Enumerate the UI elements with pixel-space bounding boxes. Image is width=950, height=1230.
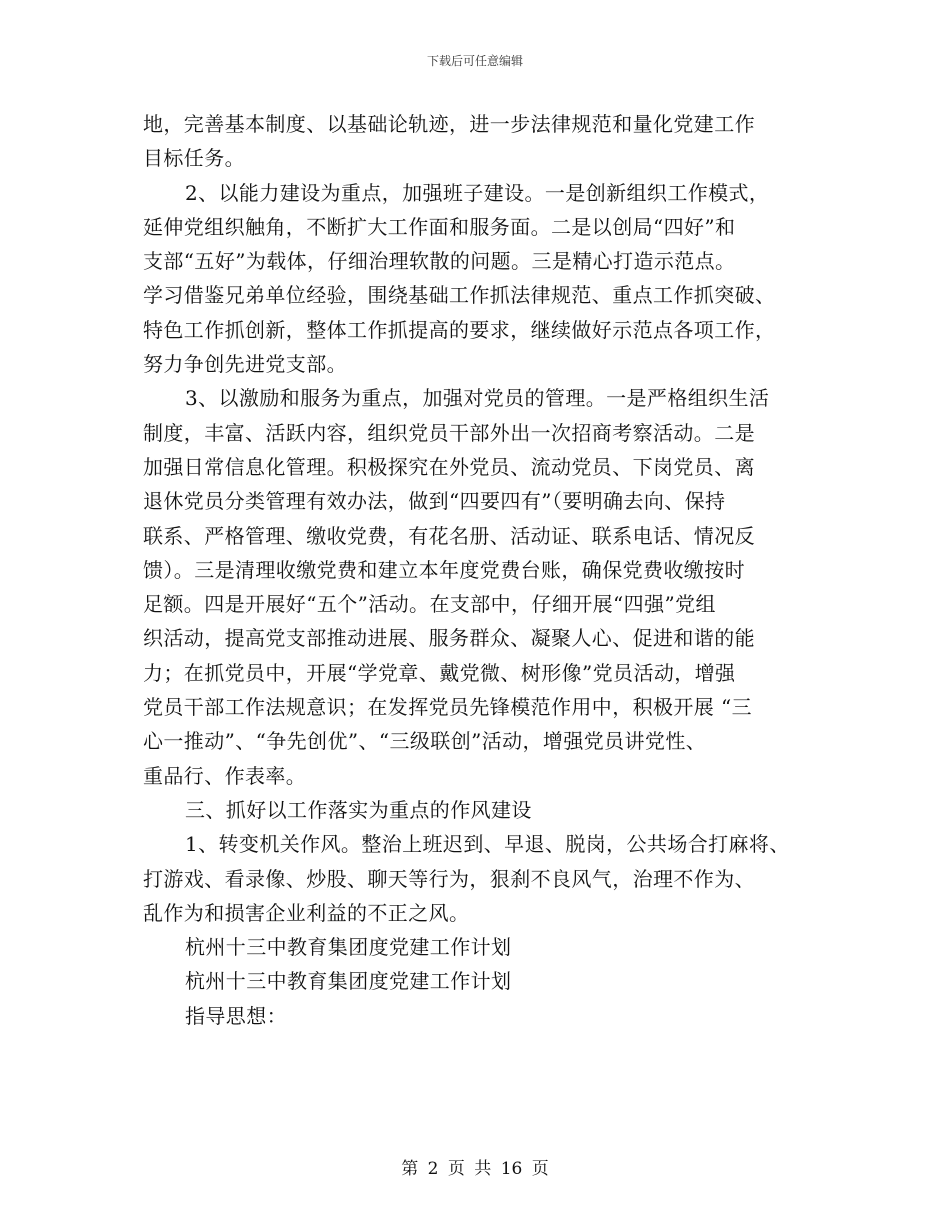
- text-line: 杭州十三中教育集团度党建工作计划: [185, 969, 512, 994]
- text-line: 3、以激励和服务为重点，加强对党员的管理。一是严格组织生活: [185, 386, 770, 411]
- page-footer: 第 2 页 共 16 页: [401, 1159, 549, 1179]
- text-line: 三、抓好以工作落实为重点的作风建设: [185, 797, 532, 822]
- text-line: 杭州十三中教育集团度党建工作计划: [185, 935, 512, 960]
- text-line: 力；在抓党员中，开展“学党章、戴党微、树形像”党员活动，增强: [143, 660, 736, 685]
- text-line: 学习借鉴兄弟单位经验，围绕基础工作抓法律规范、重点工作抓突破、: [143, 283, 776, 308]
- text-line: 2、以能力建设为重点，加强班子建设。一是创新组织工作模式，: [185, 180, 770, 205]
- text-line: 努力争创先进党支部。: [143, 352, 347, 377]
- text-line: 加强日常信息化管理。积极探究在外党员、流动党员、下岗党员、离: [143, 454, 755, 479]
- text-line: 地，完善基本制度、以基础论轨迹，进一步法律规范和量化党建工作: [143, 112, 755, 136]
- text-line: 延伸党组织触角，不断扩大工作面和服务面。二是以创局“四好”和: [143, 214, 736, 239]
- text-line: 心一推动”、“争先创优”、“三级联创”活动，增强党员讲党性、: [143, 729, 707, 754]
- text-line: 1、转变机关作风。整治上班迟到、早退、脱岗，公共场合打麻将、: [185, 832, 790, 857]
- text-line: 馈）。三是清理收缴党费和建立本年度党费台账，确保党费收缴按时: [143, 557, 745, 582]
- text-line: 党员干部工作法规意识；在发挥党员先锋模范作用中，积极开展 “三: [143, 695, 752, 720]
- text-line: 退休党员分类管理有效办法，做到“四要四有”（要明确去向、保持: [143, 489, 726, 514]
- text-line: 制度，丰富、活跃内容，组织党员干部外出一次招商考察活动。二是: [143, 420, 755, 445]
- text-line: 乱作为和损害企业利益的不正之风。: [143, 900, 470, 925]
- text-line: 指导思想：: [185, 1003, 287, 1028]
- document-body: [143, 107, 823, 1033]
- text-line: 目标任务。: [143, 146, 245, 171]
- page-header: 下载后可任意编辑: [426, 54, 523, 68]
- text-line: 重品行、作表率。: [143, 763, 307, 788]
- text-line: 打游戏、看录像、炒股、聊天等行为，狠刹不良风气，治理不作为、: [143, 866, 755, 891]
- text-line: 织活动，提高党支部推动进展、服务群众、凝聚人心、促进和谐的能: [143, 626, 755, 651]
- text-line: 特色工作抓创新，整体工作抓提高的要求，继续做好示范点各项工作，: [143, 317, 776, 342]
- text-line: 支部“五好”为载体，仔细治理软散的问题。三是精心打造示范点。: [143, 249, 736, 274]
- text-line: 足额。四是开展好“五个”活动。在支部中，仔细开展“四强”党组: [143, 592, 716, 617]
- text-line: 联系、严格管理、缴收党费，有花名册、活动证、联系电话、情况反: [143, 523, 755, 548]
